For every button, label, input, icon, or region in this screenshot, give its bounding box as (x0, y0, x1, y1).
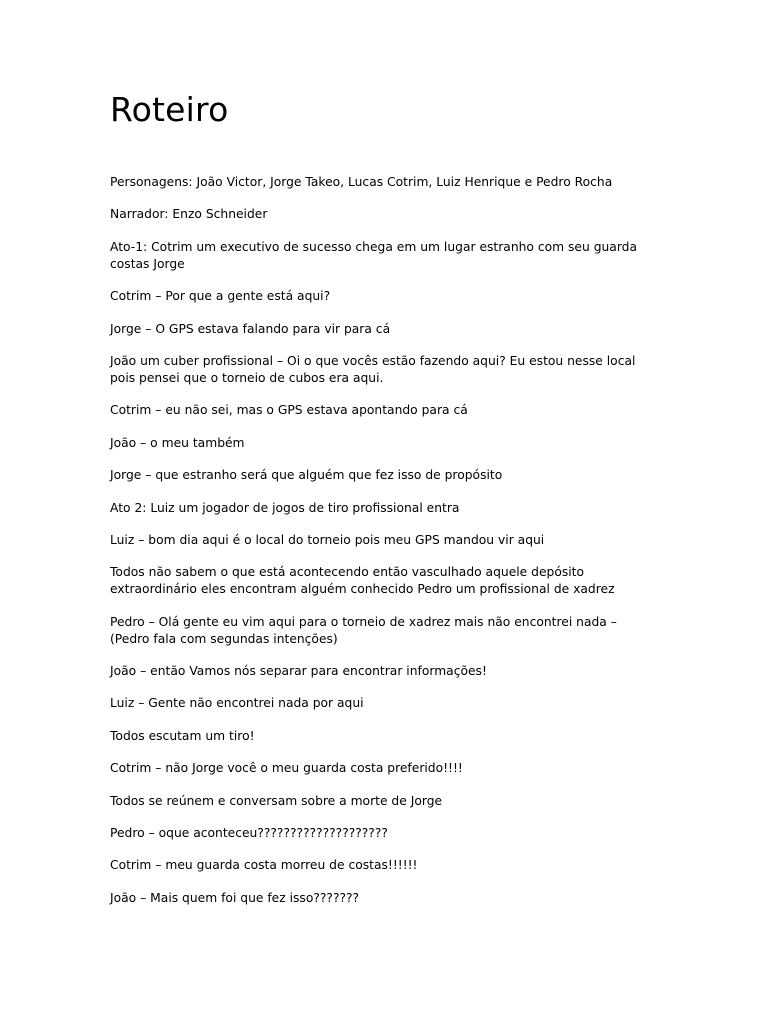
stage-direction: Todos escutam um tiro! (110, 728, 255, 743)
paragraph-narrator: Narrador: Enzo Schneider (110, 207, 268, 222)
paragraph-act-2: Ato 2: Luiz um jogador de jogos de tiro profissional entra (110, 500, 460, 515)
dialogue-line: Cotrim – Por que a gente está aqui? (110, 289, 331, 304)
dialogue-line: Pedro – oque aconteceu???????????????????? (110, 826, 388, 841)
dialogue-line: Pedro – Olá gente eu vim aqui para o torneio de xadrez mais não encontrei nada – (Pedro fala com segundas intenções) (110, 614, 617, 646)
stage-direction: Todos não sabem o que está acontecendo então vasculhado aquele depósito extraordinário eles encontram alguém conhecido Pedro um profissional de xadrez (110, 565, 615, 597)
dialogue-line: Cotrim – não Jorge você o meu guarda costa preferido!!!! (110, 761, 463, 776)
dialogue-line: João – Mais quem foi que fez isso??????? (110, 890, 360, 905)
dialogue-line: João um cuber profissional – Oi o que vocês estão fazendo aqui? Eu estou nesse local pois pensei que o torneio de cubos era aqui. (110, 353, 636, 385)
dialogue-line: Jorge – O GPS estava falando para vir para cá (110, 321, 391, 336)
document-body (110, 174, 655, 922)
dialogue-line: Cotrim – eu não sei, mas o GPS estava apontando para cá (110, 403, 468, 418)
dialogue-line: João – então Vamos nós separar para encontrar informações! (110, 664, 487, 679)
dialogue-line: João – o meu também (110, 435, 245, 450)
dialogue-line: Jorge – que estranho será que alguém que fez isso de propósito (110, 468, 503, 483)
dialogue-line: Luiz – Gente não encontrei nada por aqui (110, 696, 364, 711)
dialogue-line: Cotrim – meu guarda costa morreu de costas!!!!!! (110, 858, 418, 873)
paragraph-act-1: Ato-1: Cotrim um executivo de sucesso chega em um lugar estranho com seu guarda costas Jorge (110, 239, 638, 271)
stage-direction: Todos se reúnem e conversam sobre a morte de Jorge (110, 793, 443, 808)
dialogue-line: Luiz – bom dia aqui é o local do torneio pois meu GPS mandou vir aqui (110, 532, 545, 547)
document-title: Roteiro (110, 90, 229, 129)
paragraph-cast: Personagens: João Victor, Jorge Takeo, Lucas Cotrim, Luiz Henrique e Pedro Rocha (110, 175, 613, 189)
